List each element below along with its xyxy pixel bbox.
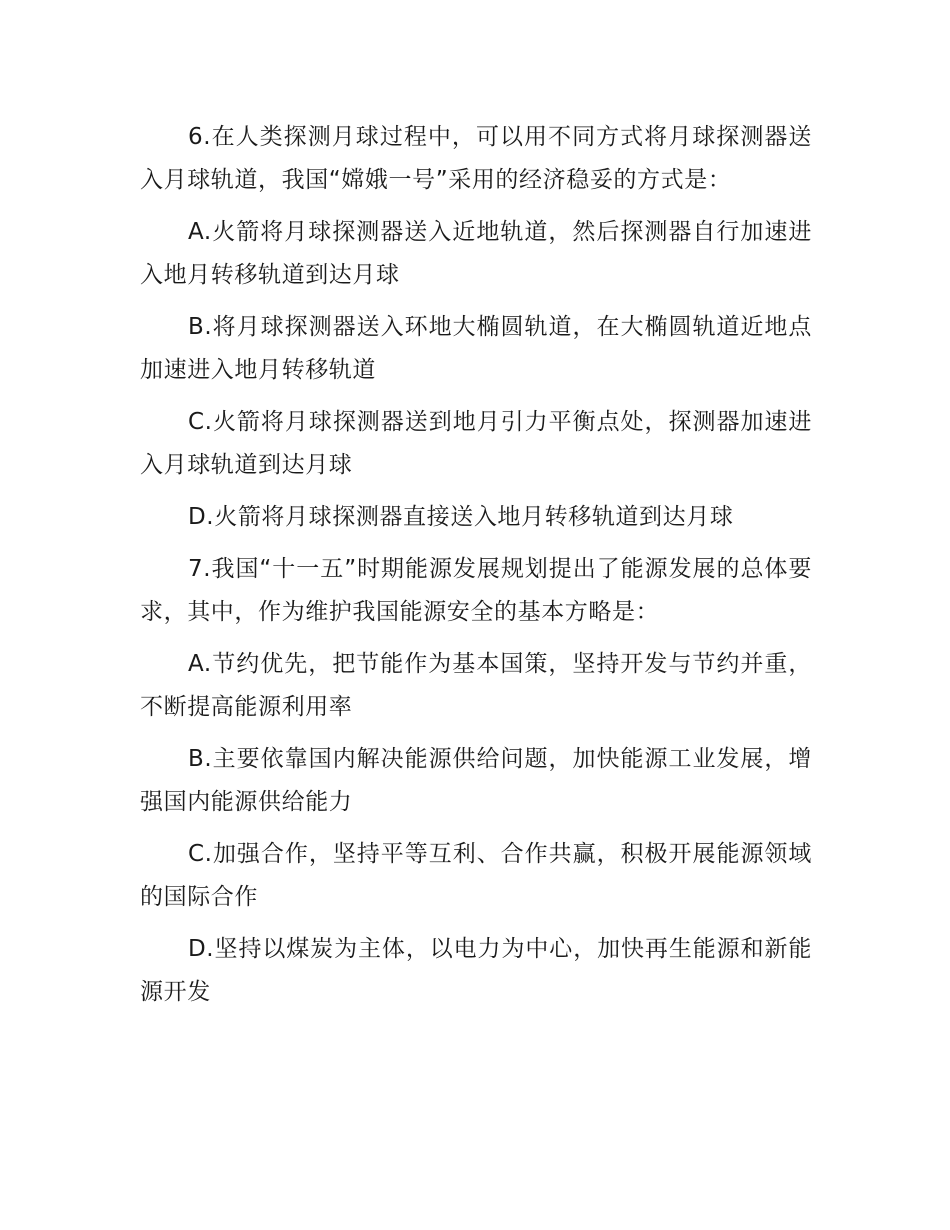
question-6-option-c: C.火箭将月球探测器送到地月引力平衡点处，探测器加速进入月球轨道到达月球 — [140, 409, 812, 478]
question-7-stem: 7.我国“十一五”时期能源发展规划提出了能源发展的总体要求，其中，作为维护我国能源安全的基本方略是： — [140, 556, 812, 625]
question-7-option-a: A.节约优先，把节能作为基本国策，坚持开发与节约并重，不断提高能源利用率 — [140, 651, 812, 720]
question-6-option-d: D.火箭将月球探测器直接送入地月转移轨道到达月球 — [188, 504, 734, 530]
question-7-option-b: B.主要依靠国内解决能源供给问题，加快能源工业发展，增强国内能源供给能力 — [140, 746, 812, 815]
question-7-option-c: C.加强合作，坚持平等互利、合作共赢，积极开展能源领域的国际合作 — [140, 841, 812, 910]
document-page — [140, 116, 812, 1023]
question-7-option-d: D.坚持以煤炭为主体，以电力为中心，加快再生能源和新能源开发 — [140, 936, 812, 1005]
question-6-option-a: A.火箭将月球探测器送入近地轨道，然后探测器自行加速进入地月转移轨道到达月球 — [140, 219, 812, 288]
question-6-stem: 6.在人类探测月球过程中，可以用不同方式将月球探测器送入月球轨道，我国“嫦娥一号”采用的经济稳妥的方式是： — [140, 124, 812, 193]
question-6-option-b: B.将月球探测器送入环地大椭圆轨道，在大椭圆轨道近地点加速进入地月转移轨道 — [140, 314, 812, 383]
